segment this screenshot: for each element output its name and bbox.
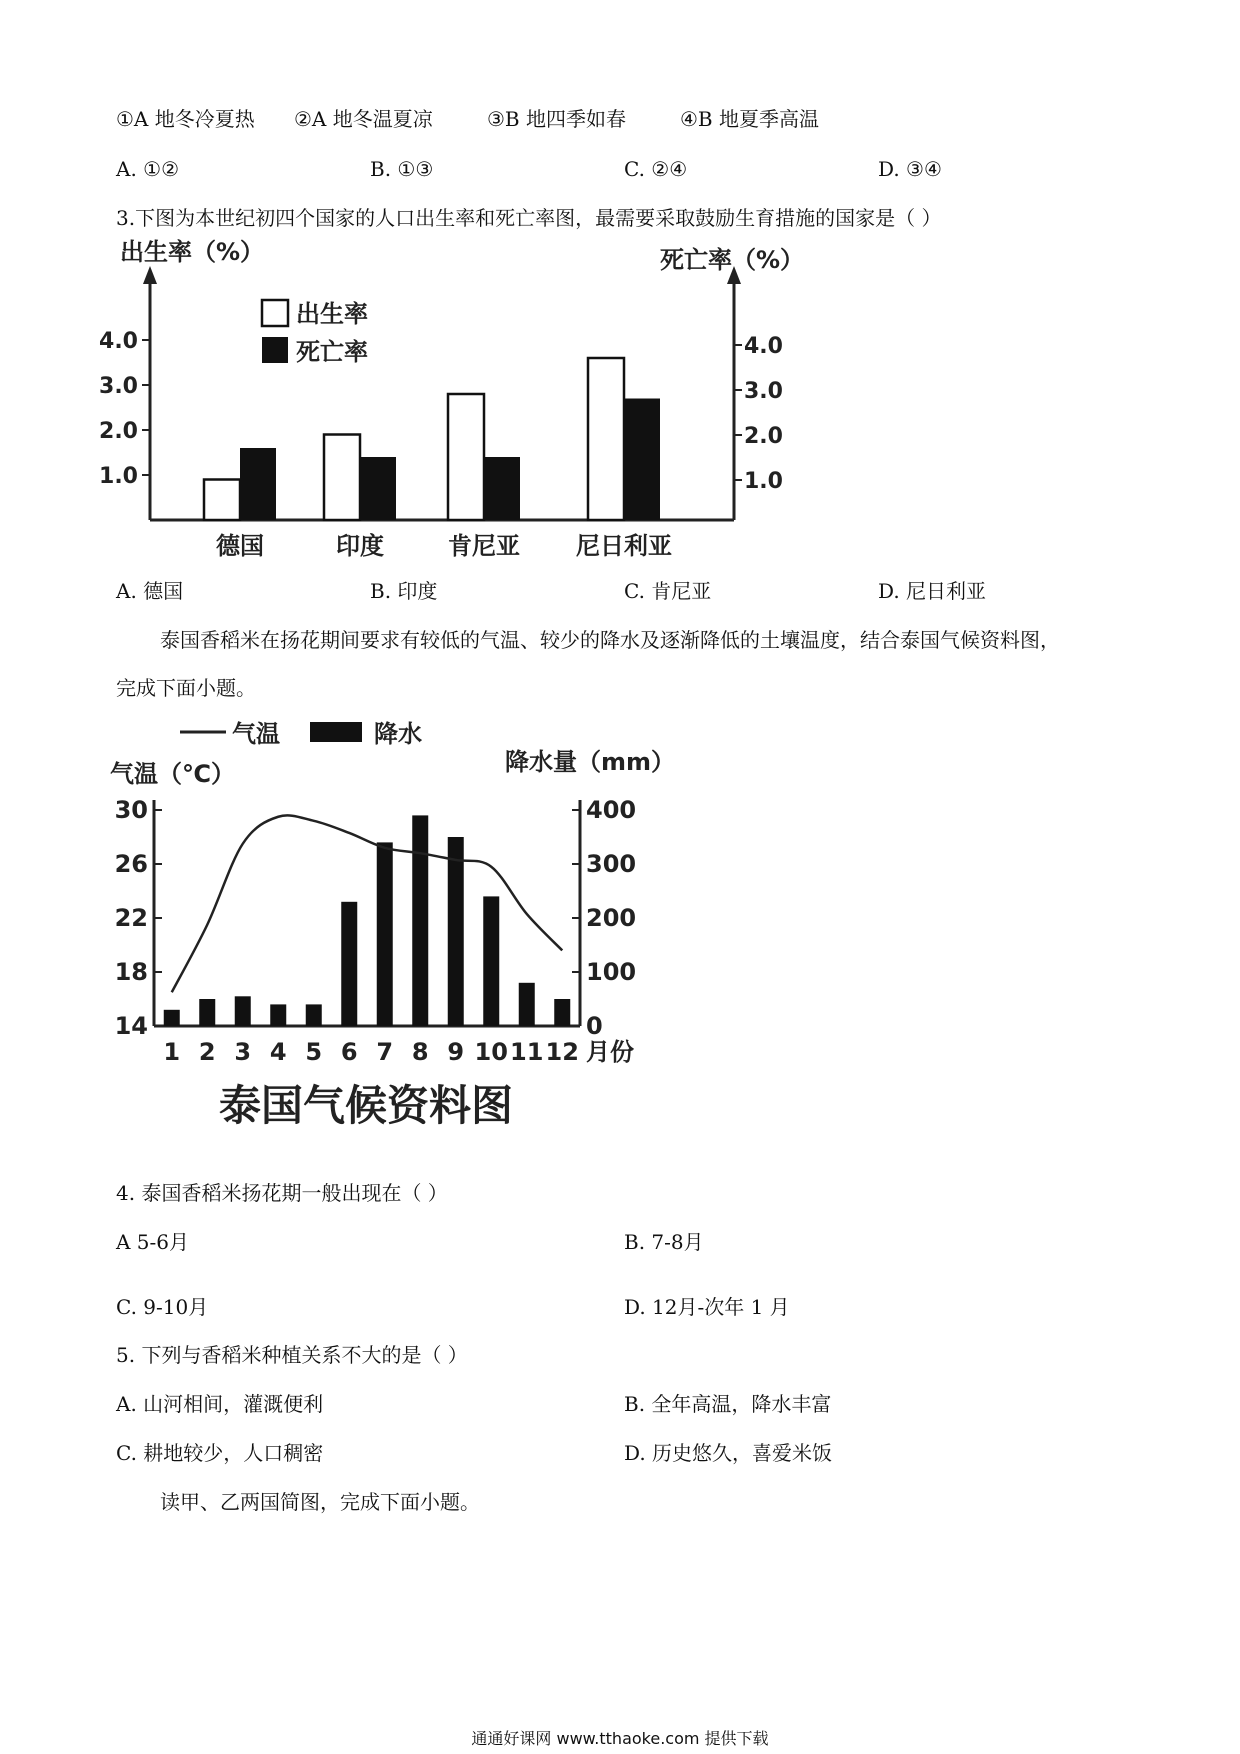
right-tick-label: 2.0 bbox=[744, 424, 783, 449]
month-label: 7 bbox=[376, 1038, 394, 1066]
q5-stem: 5. 下列与香稻米种植关系不大的是（ ） bbox=[116, 1343, 468, 1367]
right-tick-label: 0 bbox=[586, 1012, 603, 1040]
passage2: 读甲、乙两国简图，完成下面小题。 bbox=[160, 1490, 480, 1514]
population-rate-chart bbox=[99, 238, 805, 570]
footer-watermark: 通通好课网 www.tthaoke.com 提供下载 bbox=[471, 1729, 769, 1748]
q2-option-c: C. ②④ bbox=[624, 157, 688, 181]
legend-label-death: 死亡率 bbox=[296, 338, 368, 366]
q2-option-a: A. ①② bbox=[116, 157, 180, 181]
category-label: 印度 bbox=[336, 532, 384, 560]
precip-bar bbox=[448, 837, 464, 1026]
category-label: 尼日利亚 bbox=[576, 532, 672, 560]
month-label: 3 bbox=[234, 1038, 252, 1066]
right-tick-label: 1.0 bbox=[744, 469, 783, 494]
bar-death-rate bbox=[240, 448, 276, 520]
precip-bar bbox=[306, 1004, 322, 1026]
q3-option-a: A. 德国 bbox=[116, 579, 184, 603]
precip-bar bbox=[270, 1004, 286, 1026]
bar-birth-rate bbox=[204, 480, 240, 521]
legend-swatch-precip bbox=[310, 722, 362, 742]
left-tick-label: 22 bbox=[114, 904, 148, 932]
q5-option-c: C. 耕地较少，人口稠密 bbox=[116, 1441, 324, 1465]
right-tick-label: 300 bbox=[586, 850, 637, 878]
left-tick-label: 18 bbox=[114, 958, 148, 986]
q4-option-d: D. 12月-次年 1 月 bbox=[624, 1295, 790, 1319]
q4-option-b: B. 7-8月 bbox=[624, 1230, 704, 1254]
left-tick-label: 3.0 bbox=[99, 374, 138, 399]
month-label: 2 bbox=[198, 1038, 216, 1066]
q2-statement-1: ①A 地冬冷夏热 bbox=[116, 107, 255, 131]
q4-stem: 4. 泰国香稻米扬花期一般出现在（ ） bbox=[116, 1181, 448, 1205]
temperature-line bbox=[172, 815, 563, 992]
precip-bar bbox=[483, 896, 499, 1026]
left-axis-arrow bbox=[143, 266, 157, 284]
left-tick-label: 2.0 bbox=[99, 419, 138, 444]
legend-label-birth: 出生率 bbox=[296, 300, 368, 328]
q3-option-b: B. 印度 bbox=[370, 579, 438, 603]
right-axis-label: 死亡率（%） bbox=[660, 246, 805, 274]
precip-bar bbox=[554, 999, 570, 1026]
left-tick-label: 14 bbox=[114, 1012, 148, 1040]
precip-bar bbox=[412, 815, 428, 1026]
q5-option-b: B. 全年高温，降水丰富 bbox=[624, 1392, 832, 1416]
q2-statement-2: ②A 地冬温夏凉 bbox=[294, 107, 433, 131]
right-tick-label: 4.0 bbox=[744, 334, 783, 359]
left-tick-label: 1.0 bbox=[99, 464, 138, 489]
month-label: 4 bbox=[269, 1038, 287, 1066]
passage1-line2: 完成下面小题。 bbox=[116, 676, 256, 700]
left-tick-label: 30 bbox=[114, 796, 148, 824]
legend-label-precip: 降水 bbox=[374, 720, 422, 748]
precip-bar bbox=[341, 902, 357, 1026]
left-axis-label: 出生率（%） bbox=[120, 238, 265, 266]
x-axis-unit: 月份 bbox=[586, 1038, 634, 1066]
bar-death-rate bbox=[484, 457, 520, 520]
right-axis-label: 降水量（mm） bbox=[505, 748, 676, 776]
left-tick-label: 26 bbox=[114, 850, 148, 878]
month-label: 8 bbox=[411, 1038, 429, 1066]
q2-statement-4: ④B 地夏季高温 bbox=[680, 107, 819, 131]
category-label: 德国 bbox=[216, 532, 264, 560]
right-tick-label: 100 bbox=[586, 958, 637, 986]
precip-bar bbox=[164, 1010, 180, 1026]
q3-stem: 3.下图为本世纪初四个国家的人口出生率和死亡率图，最需要采取鼓励生育措施的国家是（ ） bbox=[116, 206, 942, 230]
month-label: 12 bbox=[545, 1038, 579, 1066]
q5-option-a: A. 山河相间，灌溉便利 bbox=[116, 1392, 324, 1416]
right-tick-label: 3.0 bbox=[744, 379, 783, 404]
q3-option-c: C. 肯尼亚 bbox=[624, 579, 712, 603]
month-label: 5 bbox=[305, 1038, 323, 1066]
q2-option-b: B. ①③ bbox=[370, 157, 434, 181]
q4-option-c: C. 9-10月 bbox=[116, 1295, 209, 1319]
left-tick-label: 4.0 bbox=[99, 329, 138, 354]
month-label: 11 bbox=[510, 1038, 544, 1066]
q2-statement-3: ③B 地四季如春 bbox=[487, 107, 626, 131]
precip-bar bbox=[377, 842, 393, 1026]
passage1-line1: 泰国香稻米在扬花期间要求有较低的气温、较少的降水及逐渐降低的土壤温度，结合泰国气候资料图， bbox=[160, 628, 1060, 652]
month-label: 1 bbox=[163, 1038, 181, 1066]
bar-birth-rate bbox=[588, 358, 624, 520]
legend-swatch-death bbox=[262, 337, 288, 363]
legend-label-temp: 气温 bbox=[232, 720, 280, 748]
left-axis-label: 气温（℃） bbox=[110, 760, 236, 788]
month-label: 6 bbox=[340, 1038, 358, 1066]
category-label: 肯尼亚 bbox=[448, 532, 520, 560]
precip-bar bbox=[235, 996, 251, 1026]
bar-birth-rate bbox=[324, 435, 360, 521]
month-label: 9 bbox=[447, 1038, 465, 1066]
chart-title: 泰国气候资料图 bbox=[218, 1081, 514, 1130]
bar-birth-rate bbox=[448, 394, 484, 520]
q2-option-d: D. ③④ bbox=[878, 157, 942, 181]
month-label: 10 bbox=[474, 1038, 508, 1066]
precip-bar bbox=[519, 983, 535, 1026]
thailand-climate-chart bbox=[110, 720, 750, 1140]
q3-option-d: D. 尼日利亚 bbox=[878, 579, 987, 603]
q5-option-d: D. 历史悠久，喜爱米饭 bbox=[624, 1441, 833, 1465]
q4-option-a: A 5-6月 bbox=[116, 1230, 190, 1254]
bar-death-rate bbox=[624, 399, 660, 521]
precip-bar bbox=[199, 999, 215, 1026]
right-tick-label: 400 bbox=[586, 796, 637, 824]
bar-death-rate bbox=[360, 457, 396, 520]
legend-swatch-birth bbox=[262, 300, 288, 326]
right-tick-label: 200 bbox=[586, 904, 637, 932]
